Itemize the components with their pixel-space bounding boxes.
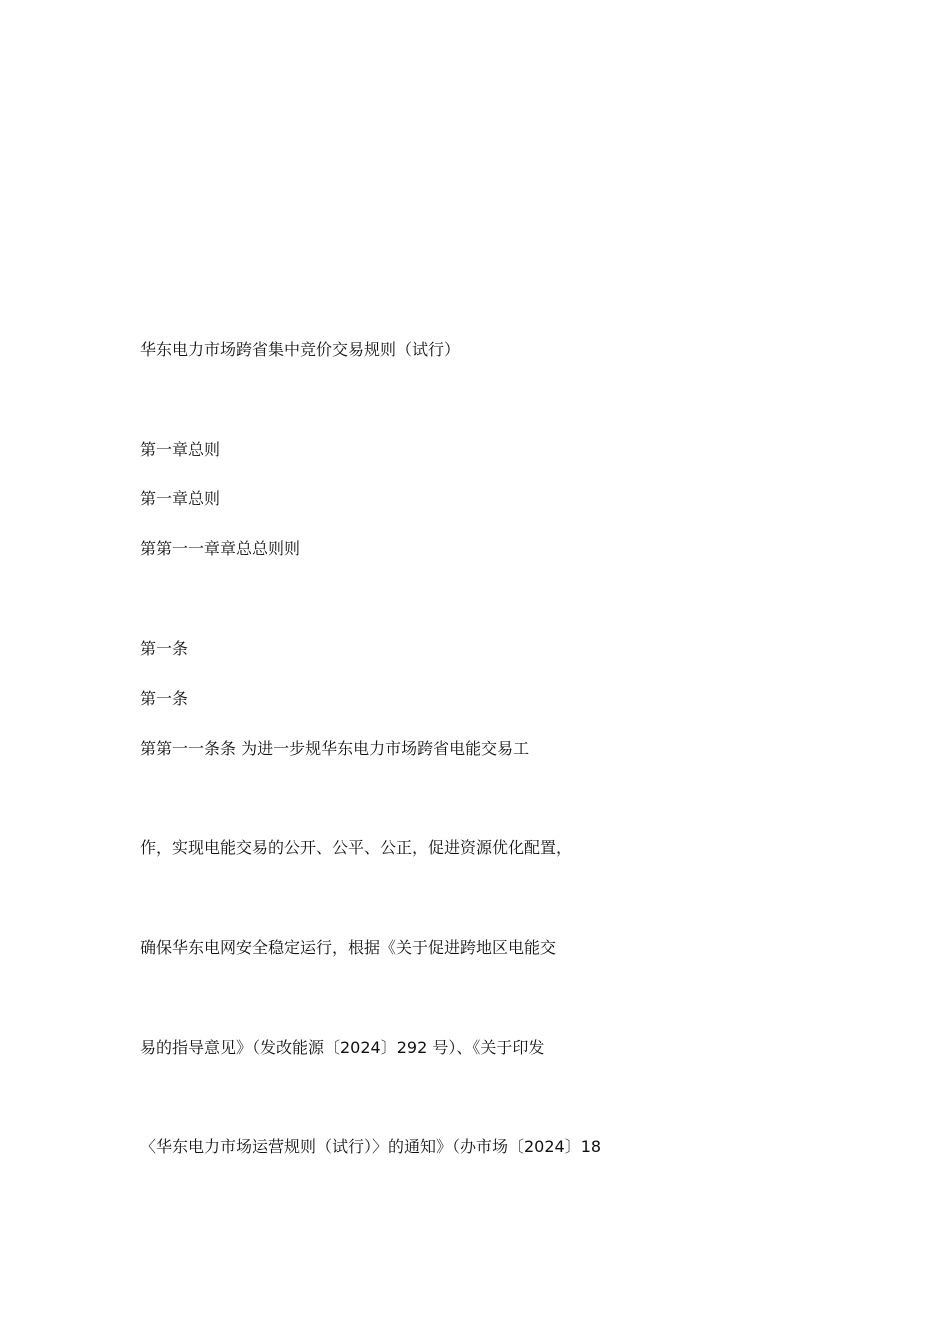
document-title: 华东电力市场跨省集中竞价交易规则（试行）: [140, 340, 461, 359]
chapter-heading: 第一章总则: [140, 440, 221, 459]
article-text-line: 作，实现电能交易的公开、公平、公正，促进资源优化配置，: [140, 838, 573, 857]
article-text-line: 确保华东电网安全稳定运行，根据《关于促进跨地区电能交: [140, 938, 557, 957]
article-text-line: 易的指导意见》（发改能源〔2024〕292 号）、《关于印发: [140, 1038, 545, 1057]
article-heading: 第一条: [140, 639, 189, 658]
chapter-heading: 第一章总则: [140, 489, 221, 508]
article-heading: 第一条: [140, 689, 189, 708]
article-text-line: 〈华东电力市场运营规则（试行）〉的通知》（办市场〔2024〕18: [140, 1137, 602, 1156]
chapter-heading-duplicated: 第第一一章章总总则则: [140, 539, 301, 558]
article-text-line: 第第一一条条 为进一步规华东电力市场跨省电能交易工: [140, 739, 530, 758]
